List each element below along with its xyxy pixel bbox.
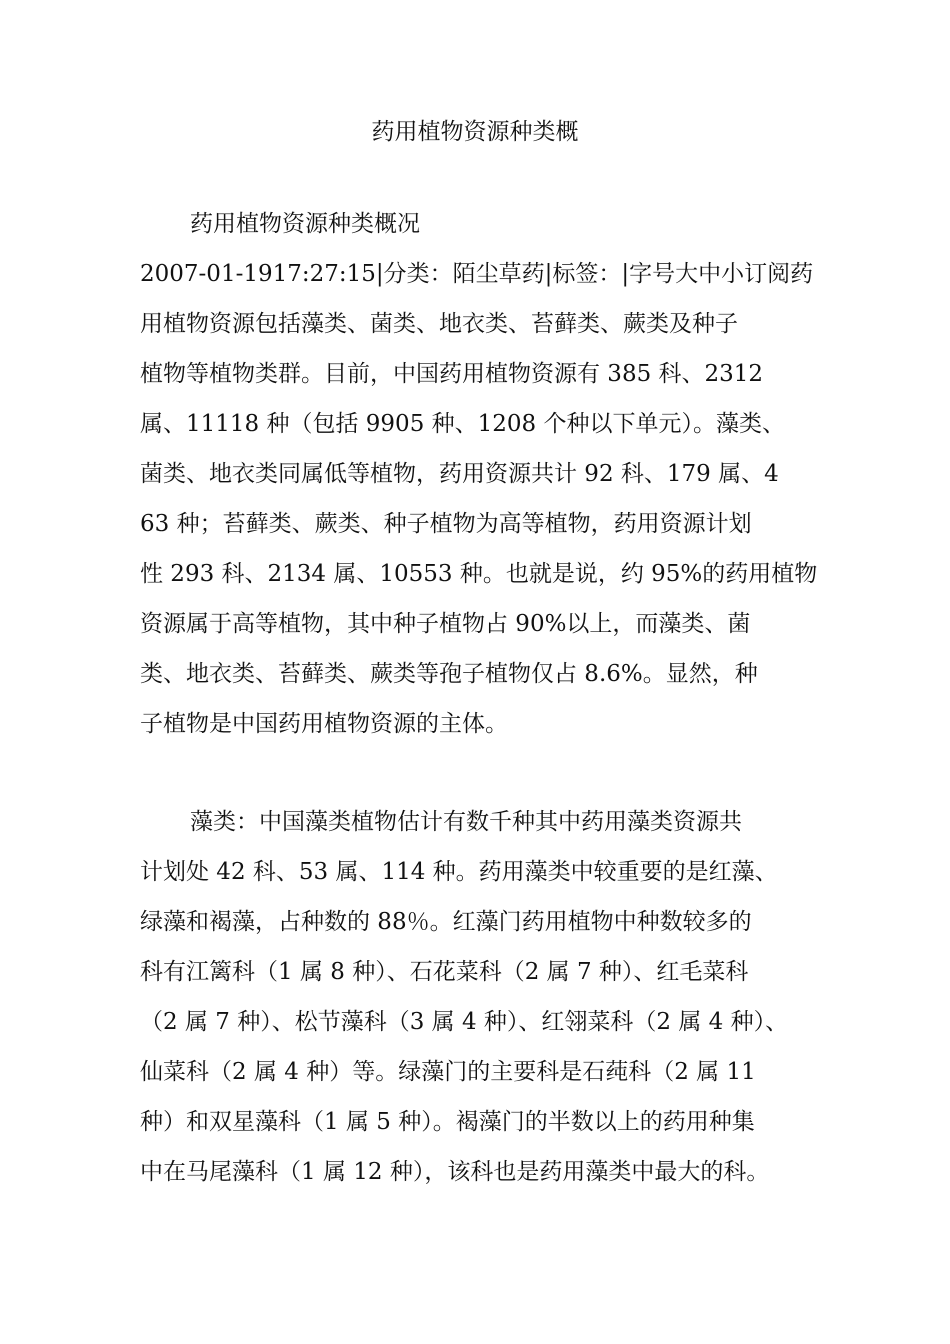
paragraph-line: 子植物是中国药用植物资源的主体。 [140, 711, 508, 737]
paragraph-line: 属、11118 种（包括 9905 种、1208 个种以下单元）。藻类、 [140, 411, 785, 437]
paragraph-line: 藻类：中国藻类植物估计有数千种其中药用藻类资源共 [190, 809, 742, 835]
paragraph-line: 资源属于高等植物，其中种子植物占 90%以上，而藻类、菌 [140, 611, 751, 637]
paragraph-line: 2007-01-1917:27:15|分类：陌尘草药|标签：|字号大中小订阅药 [140, 261, 814, 287]
section-algae [140, 797, 840, 1197]
paragraph-line: 绿藻和褐藻，占种数的 88％。红藻门药用植物中种数较多的 [140, 909, 752, 935]
paragraph-line: 中在马尾藻科（1 属 12 种），该科也是药用藻类中最大的科。 [140, 1159, 770, 1185]
paragraph-line: （2 属 7 种）、松节藻科（3 属 4 种）、红翎菜科（2 属 4 种）、 [140, 1009, 789, 1035]
section-overview [140, 199, 840, 749]
paragraph-line: 类、地衣类、苔藓类、蕨类等孢子植物仅占 8.6%。显然，种 [140, 661, 758, 687]
paragraph-line: 种）和双星藻科（1 属 5 种）。褐藻门的半数以上的药用种集 [140, 1109, 755, 1135]
section-heading: 药用植物资源种类概况 [190, 211, 420, 237]
paragraph-line: 性 293 科、2134 属、10553 种。也就是说，约 95%的药用植物 [140, 561, 818, 587]
paragraph-line: 菌类、地衣类同属低等植物，药用资源共计 92 科、179 属、4 [140, 461, 779, 487]
paragraph-line: 计划处 42 科、53 属、114 种。药用藻类中较重要的是红藻、 [140, 859, 778, 885]
paragraph-line: 用植物资源包括藻类、菌类、地衣类、苔藓类、蕨类及种子 [140, 311, 738, 337]
paragraph-line: 63 种；苔藓类、蕨类、种子植物为高等植物，药用资源计划 [140, 511, 752, 537]
document-title: 药用植物资源种类概 [371, 119, 579, 145]
paragraph-line: 仙菜科（2 属 4 种）等。绿藻门的主要科是石莼科（2 属 11 [140, 1059, 756, 1085]
paragraph-line: 植物等植物类群。目前，中国药用植物资源有 385 科、2312 [140, 361, 764, 387]
paragraph-line: 科有江篱科（1 属 8 种）、石花菜科（2 属 7 种）、红毛菜科 [140, 959, 749, 985]
